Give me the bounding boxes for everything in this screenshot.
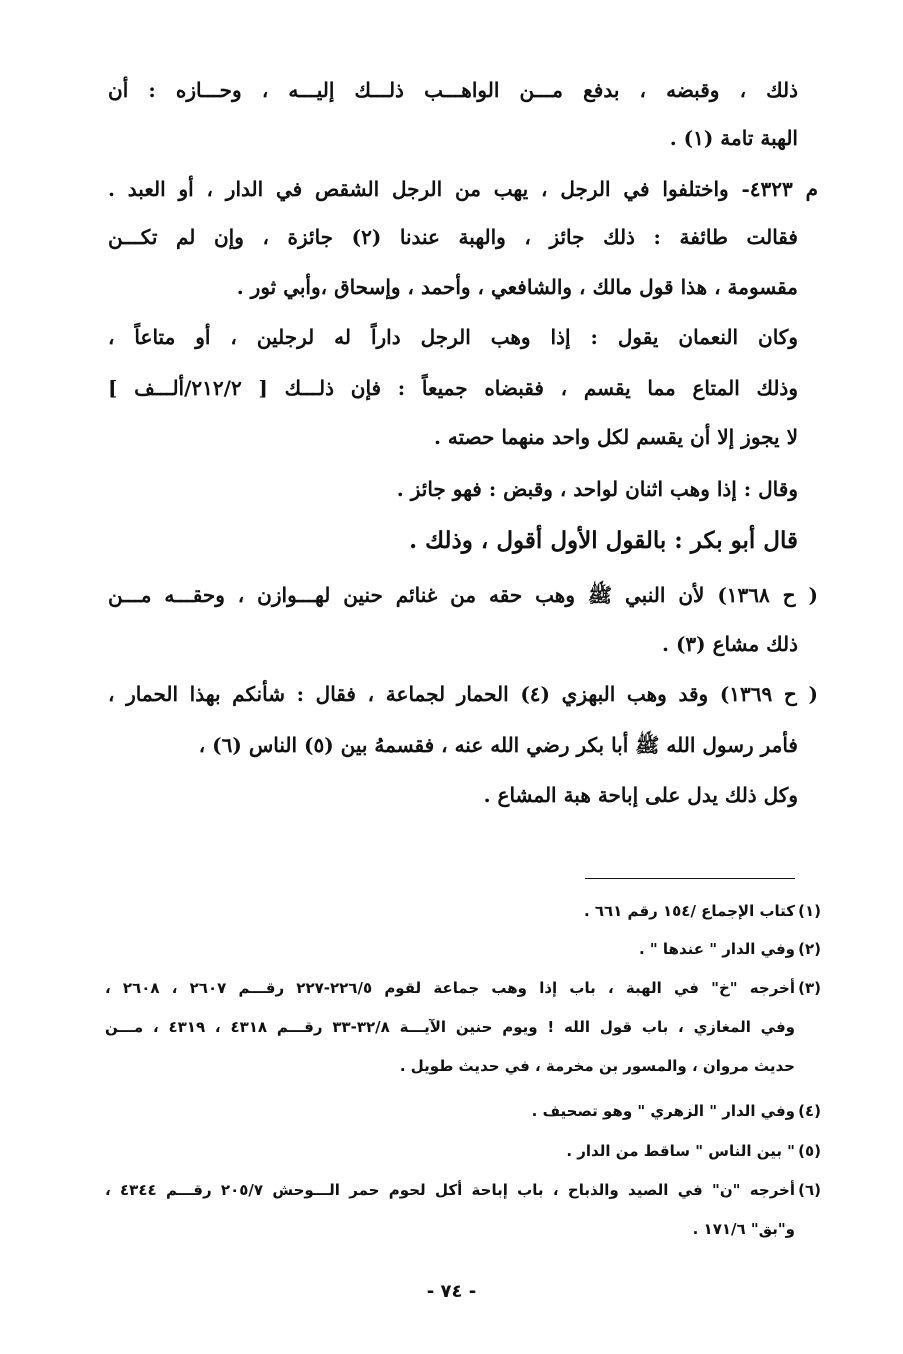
body-line: ذلك ، وقبضه ، بدفع مـــن الواهـــب ذلـــك إليـــه ، وحـــازه : أن (108, 78, 798, 102)
page-number: - ٧٤ - (426, 1281, 477, 1302)
body-line: فأمر رسول الله ﷺ أبا بكر رضي الله عنه ، فقسمهُ بين (٥) الناس (٦) ، (198, 733, 798, 757)
body-line: ذلك مشاع (٣) . (662, 632, 798, 656)
footnote-text: حديث مروان ، والمسور بن مخرمة ، في حديث طويل . (399, 1057, 795, 1075)
footnote-text: " بين الناس " ساقط من الدار . (566, 1142, 795, 1160)
body-line: فقالت طائفة : ذلك جائز ، والهبة عندنا (٢) جائزة ، وإن لم تكـــن (108, 225, 798, 249)
body-line: وذلك المتاع مما يقسم ، فقبضاه جميعاً : فإن ذلـــك [ ٢١٢/٢/ألـــف ] (108, 376, 798, 400)
masala-heading-line: م ٤٣٢٣- واختلفوا في الرجل ، يهب من الرجل الشقص في الدار ، أو العبد . (108, 177, 818, 201)
footnote-number: (٢) (798, 940, 821, 958)
hadith-1368-line: ( ح ١٣٦٨) لأن النبي ﷺ وهب حقه من غنائم حنين لهـــوازن ، وحقـــه مـــن (108, 583, 818, 607)
hadith-1369-line: ( ح ١٣٦٩) وقد وهب البهزي (٤) الحمار لجماعة ، فقال : شأنكم بهذا الحمار ، (108, 682, 818, 706)
footnote-text: أخرجه "ن" في الصيد والذباح ، باب إباحة أكل لحوم حمر الـــوحش ٢٠٥/٧ رقـــم ٤٣٤٤ ، (105, 1181, 795, 1199)
footnote-text: وفي الدار " عندها " . (638, 940, 795, 958)
footnote-separator (585, 878, 795, 879)
footnote-text: وفي الدار " الزهري " وهو تصحيف . (531, 1102, 795, 1120)
body-line: لا يجوز إلا أن يقسم لكل واحد منهما حصته . (434, 425, 798, 449)
footnote-text: كتاب الإجماع /١٥٤ رقم ٦٦١ . (583, 902, 795, 920)
body-line: مقسومة ، هذا قول مالك ، والشافعي ، وأحمد ، وإسحاق ،وأبي ثور . (236, 275, 798, 299)
footnote-number: (٤) (798, 1102, 821, 1120)
body-line: الهبة تامة (١) . (669, 126, 798, 150)
abu-bakr-statement: قال أبو بكر : بالقول الأول أقول ، وذلك . (409, 527, 798, 554)
body-line: وقال : إذا وهب اثنان لواحد ، وقبض : فهو جائز . (396, 477, 798, 501)
body-line: وكل ذلك يدل على إباحة هبة المشاع . (483, 783, 798, 807)
footnote-number: (٥) (798, 1142, 821, 1160)
footnote-number: (٦) (798, 1181, 821, 1199)
footnote-text: وفي المغازي ، باب قول الله ! ويوم حنين الآيـــة ٣٢/٨-٣٣ رقـــم ٤٣١٨ ، ٤٣١٩ ، مـــن (105, 1018, 795, 1036)
footnote-text: و"بق" ١٧١/٦ . (692, 1220, 795, 1238)
body-line: وكان النعمان يقول : إذا وهب الرجل داراً له لرجلين ، أو متاعاً ، (108, 325, 798, 349)
footnote-number: (١) (798, 902, 821, 920)
footnote-text: أخرجه "خ" في الهبة ، باب إذا وهب جماعة لقوم ٢٢٦/٥-٢٢٧ رقـــم ٢٦٠٧ ، ٢٦٠٨ ، (105, 979, 795, 997)
footnote-number: (٣) (798, 979, 821, 997)
